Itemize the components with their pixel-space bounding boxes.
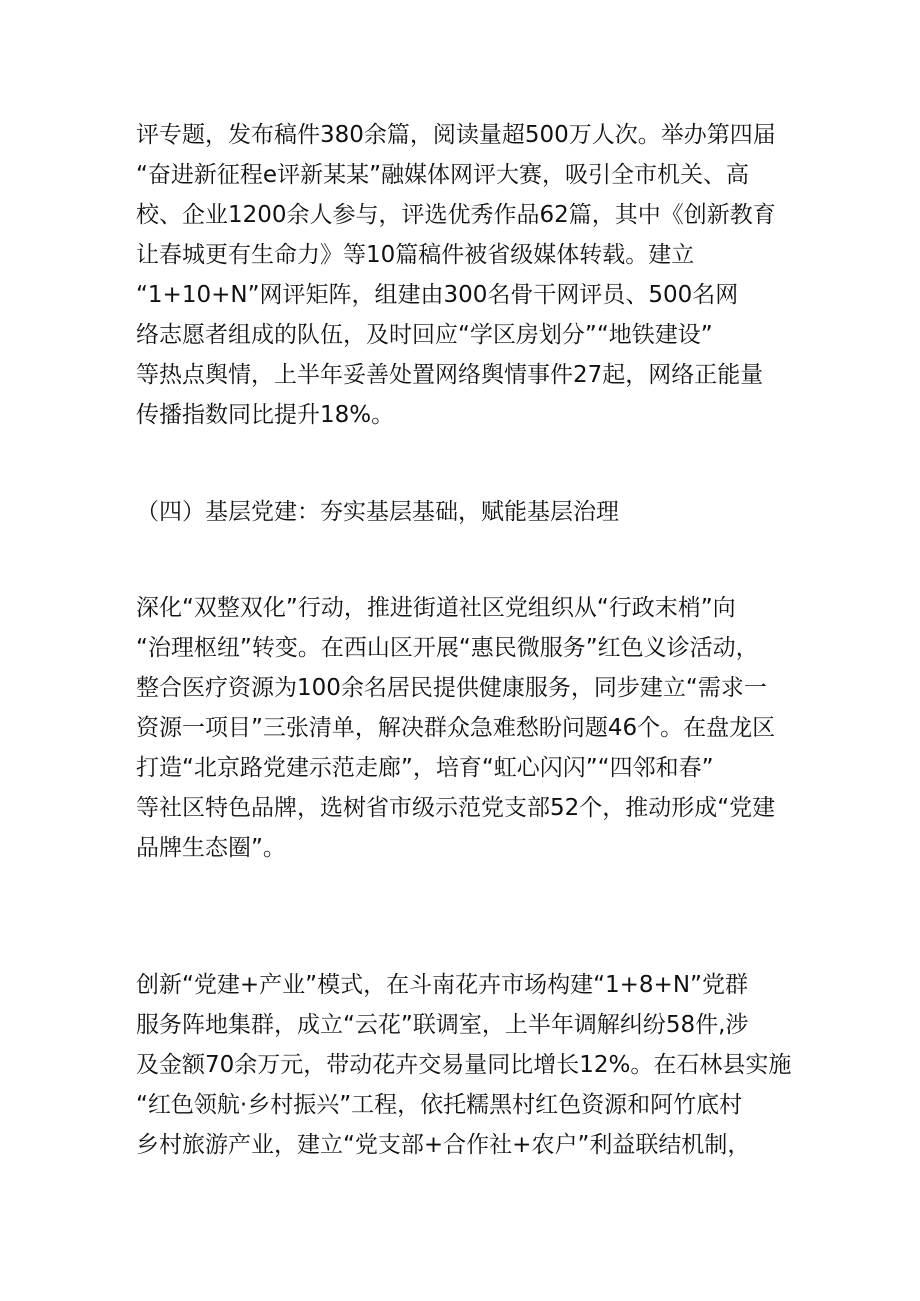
text-line: “奋进新征程e评新某某”融媒体网评大赛，吸引全市机关、高 <box>136 162 749 188</box>
text-line: 深化“双整双化”行动，推进街道社区党组织从“行政末梢”向 <box>136 595 736 621</box>
text-line: 打造“北京路党建示范走廊”，培育“虹心闪闪”“四邻和春” <box>136 755 714 781</box>
text-line: 创新“党建+产业”模式，在斗南花卉市场构建“1+8+N”党群 <box>136 972 748 998</box>
text-line: 服务阵地集群，成立“云花”联调室，上半年调解纠纷58件,涉 <box>136 1012 749 1038</box>
text-line: 品牌生态圈”。 <box>136 835 286 861</box>
text-line: 传播指数同比提升18%。 <box>136 402 395 428</box>
text-line: 络志愿者组成的队伍，及时回应“学区房划分”“地铁建设” <box>136 322 713 348</box>
text-line: 等社区特色品牌，选树省市级示范党支部52个，推动形成“党建 <box>136 795 776 821</box>
text-line: “红色领航·乡村振兴”工程，依托糯黑村红色资源和阿竹底村 <box>136 1092 743 1118</box>
text-line: 及金额70余万元，带动花卉交易量同比增长12%。在石林县实施 <box>136 1052 792 1078</box>
paragraph-double-rectification <box>136 588 786 868</box>
text-line: 评专题，发布稿件380余篇，阅读量超500万人次。举办第四届 <box>136 122 776 148</box>
section-heading: （四）基层党建：夯实基层基础，赋能基层治理 <box>136 499 619 525</box>
text-line: 资源一项目”三张清单，解决群众急难愁盼问题46个。在盘龙区 <box>136 715 776 741</box>
text-line: 乡村旅游产业，建立“党支部+合作社+农户”利益联结机制， <box>136 1132 751 1158</box>
text-line: 整合医疗资源为100余名居民提供健康服务，同步建立“需求一 <box>136 675 767 701</box>
text-line: 让春城更有生命力》等10篇稿件被省级媒体转载。建立 <box>136 242 695 268</box>
paragraph-online-commentary <box>136 115 786 435</box>
text-line: 校、企业1200余人参与，评选优秀作品62篇，其中《创新教育 <box>136 202 776 228</box>
text-line: 等热点舆情，上半年妥善处置网络舆情事件27起，网络正能量 <box>136 362 764 388</box>
section-heading-grassroots-party-building <box>136 492 786 532</box>
text-line: “治理枢纽”转变。在西山区开展“惠民微服务”红色义诊活动， <box>136 635 759 661</box>
paragraph-party-building-industry <box>136 965 792 1165</box>
text-line: “1+10+N”网评矩阵，组建由300名骨干网评员、500名网 <box>136 282 739 308</box>
